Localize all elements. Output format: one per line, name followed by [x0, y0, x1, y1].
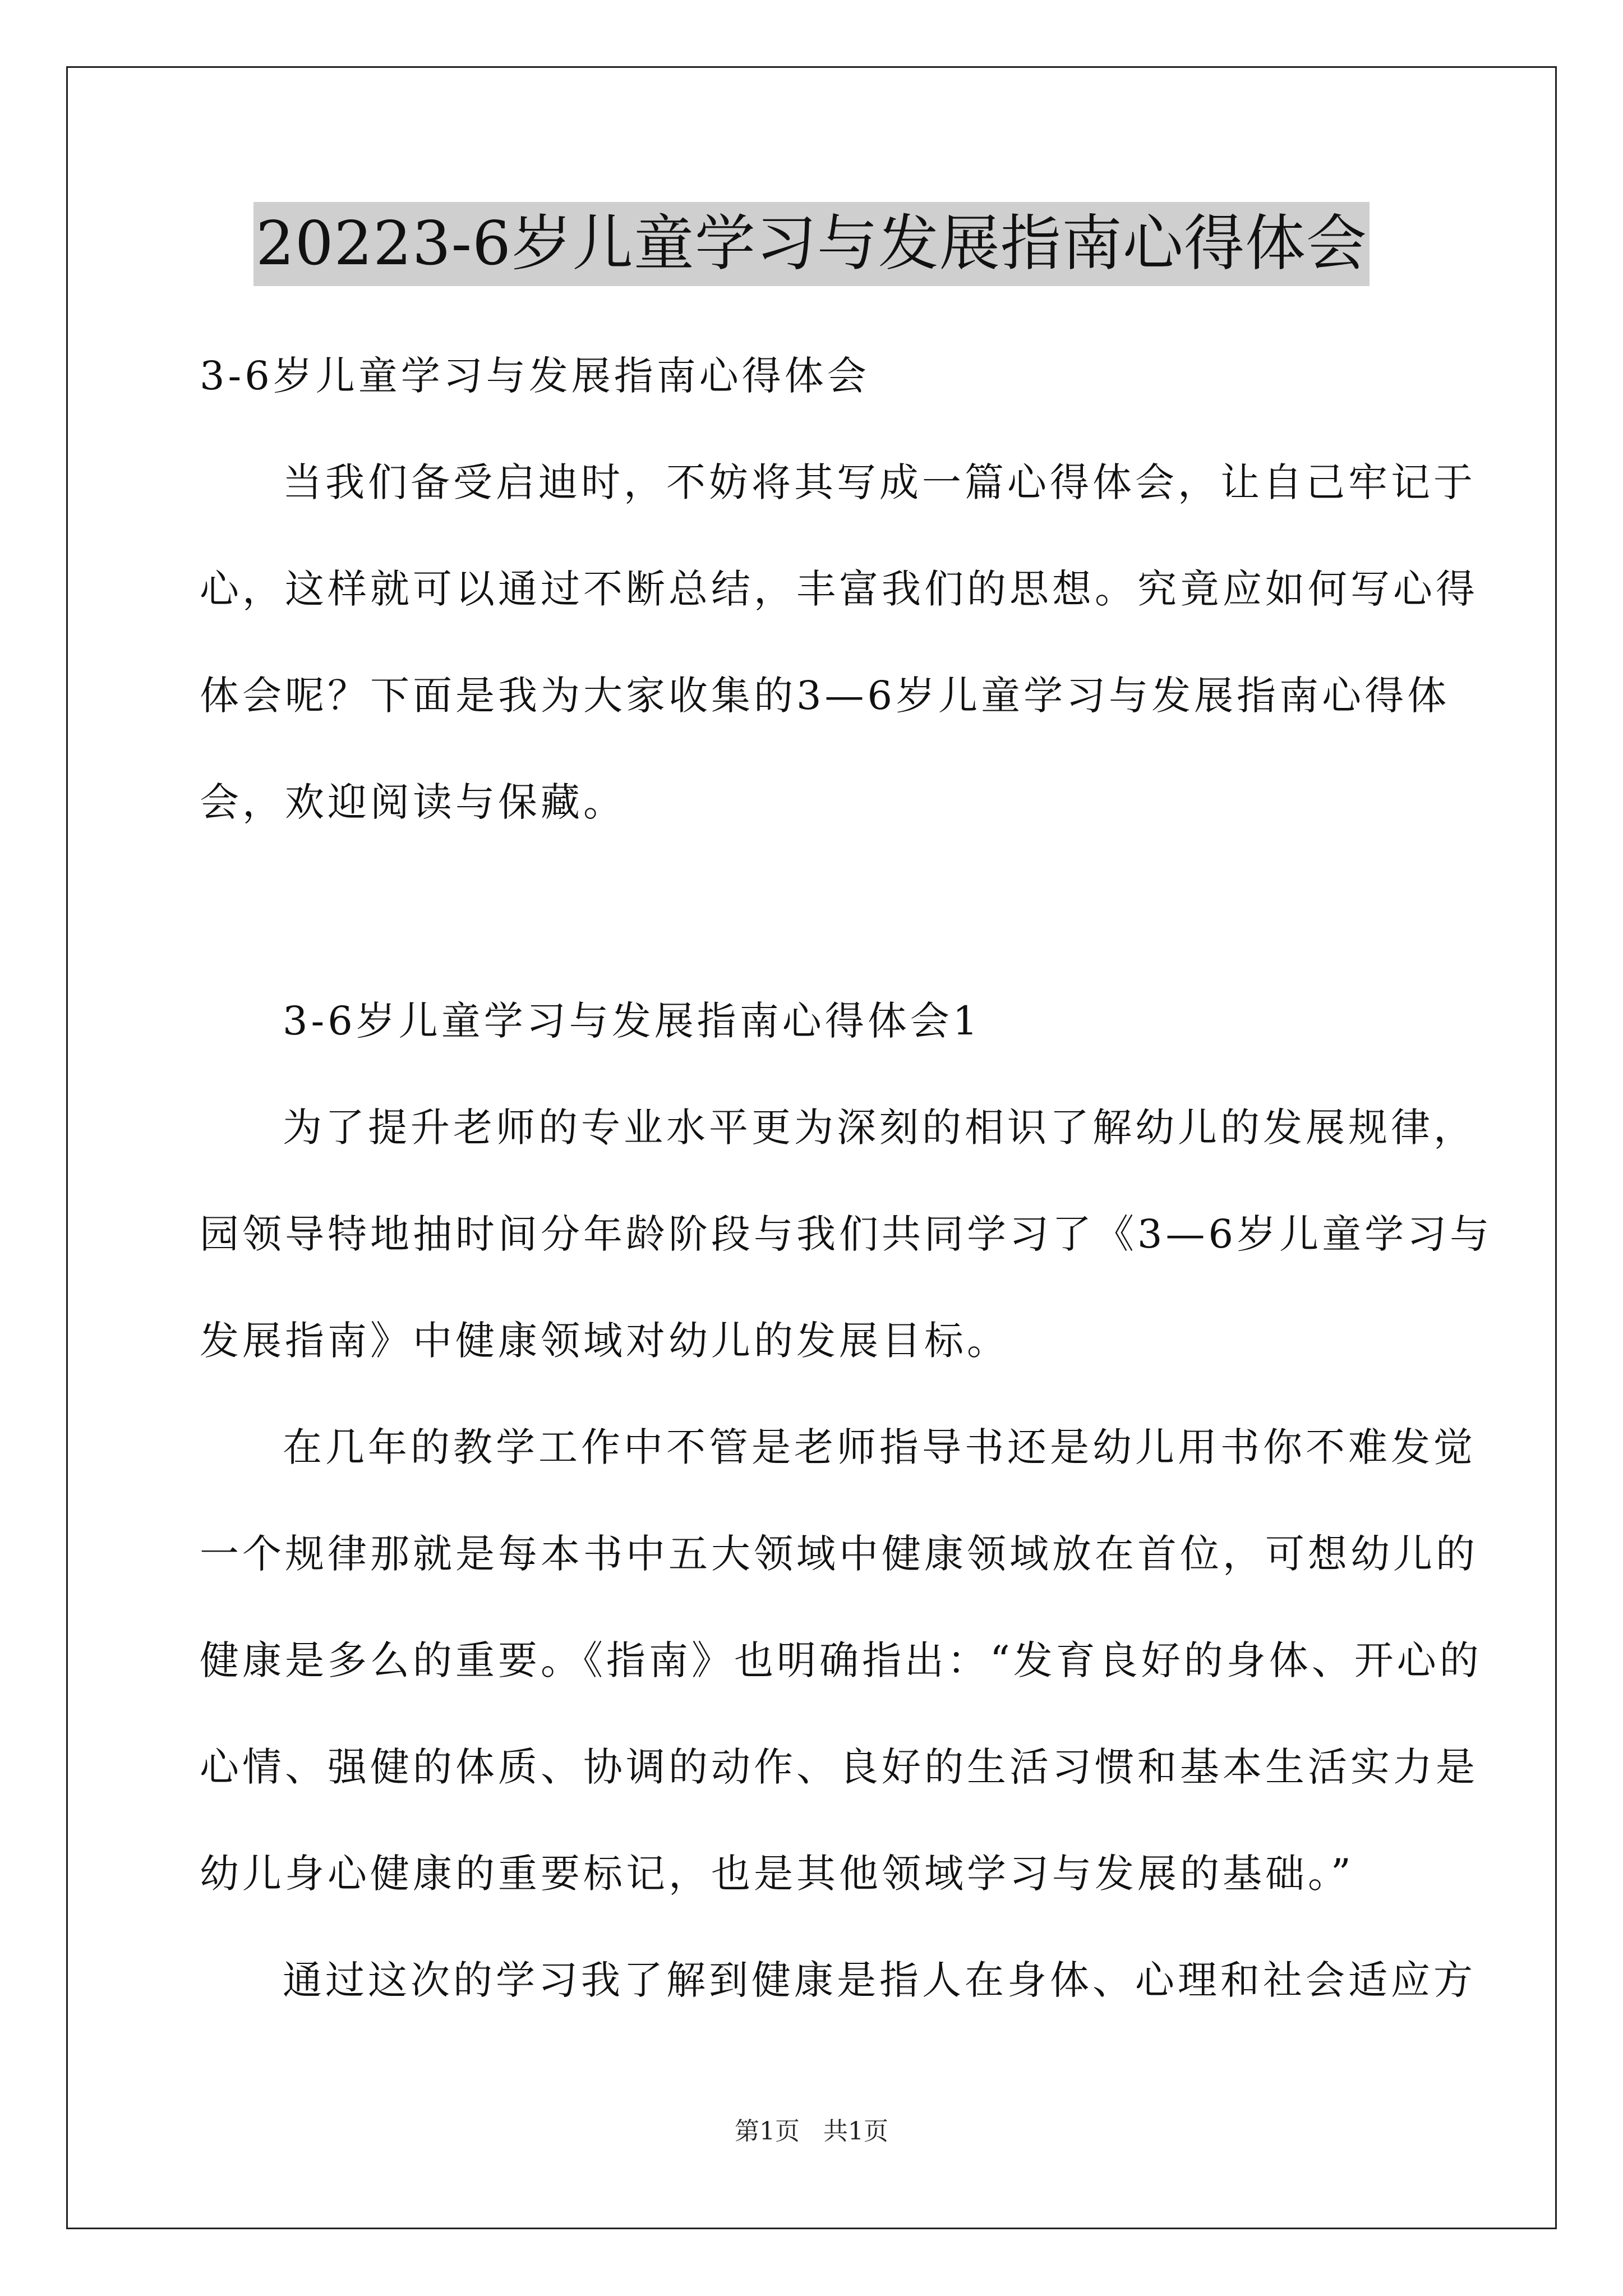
paragraph-line: 园领导特地抽时间分年龄阶段与我们共同学习了《3—6岁儿童学习与: [200, 1211, 1493, 1257]
paragraph-line: 体会呢？下面是我为大家收集的3—6岁儿童学习与发展指南心得体: [200, 673, 1450, 719]
document-title: 20223-6岁儿童学习与发展指南心得体会: [253, 202, 1370, 286]
paragraph-line: 发展指南》中健康领域对幼儿的发展目标。: [200, 1318, 1009, 1364]
title-container: [0, 202, 1623, 286]
paragraph-line: 心，这样就可以通过不断总结，丰富我们的思想。究竟应如何写心得: [200, 566, 1478, 612]
paragraph-line: 当我们备受启迪时，不妨将其写成一篇心得体会，让自己牢记于: [283, 459, 1476, 505]
page-footer: [0, 2115, 1623, 2148]
paragraph-line: 健康是多么的重要。《指南》也明确指出：“发育良好的身体、开心的: [200, 1637, 1482, 1683]
page-number: 第1页 共1页: [735, 2117, 888, 2146]
subtitle-line: 3-6岁儿童学习与发展指南心得体会: [200, 353, 870, 399]
section-heading: 3-6岁儿童学习与发展指南心得体会1: [283, 998, 981, 1044]
paragraph-line: 在几年的教学工作中不管是老师指导书还是幼儿用书你不难发觉: [283, 1424, 1476, 1470]
paragraph-line: 会，欢迎阅读与保藏。: [200, 779, 626, 825]
paragraph-line: 一个规律那就是每本书中五大领域中健康领域放在首位，可想幼儿的: [200, 1531, 1478, 1577]
paragraph-line: 幼儿身心健康的重要标记，也是其他领域学习与发展的基础。”: [200, 1851, 1354, 1897]
paragraph-line: 通过这次的学习我了解到健康是指人在身体、心理和社会适应方: [283, 1957, 1476, 2003]
paragraph-line: 心情、强健的体质、协调的动作、良好的生活习惯和基本生活实力是: [200, 1744, 1478, 1790]
paragraph-line: 为了提升老师的专业水平更为深刻的相识了解幼儿的发展规律，: [283, 1105, 1476, 1151]
